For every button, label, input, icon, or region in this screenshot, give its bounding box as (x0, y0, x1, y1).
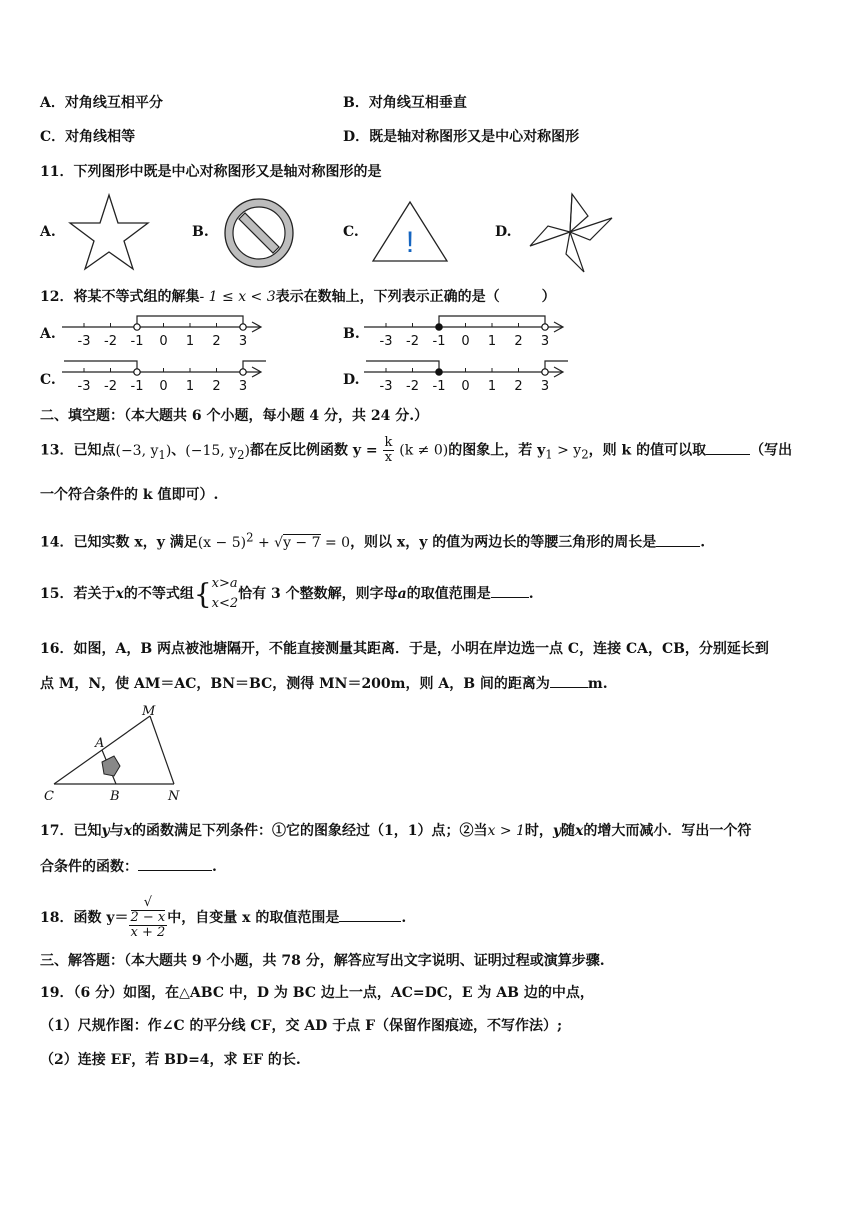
q12-label-c: C. (40, 372, 56, 388)
label-n: N (168, 789, 180, 804)
prohibition-sign-icon (222, 196, 296, 270)
warning-triangle-icon (372, 201, 448, 263)
tick-label: 3 (238, 379, 248, 394)
tick-label: -3 (379, 379, 393, 394)
q17-answer-blank[interactable] (138, 870, 212, 871)
q19-line2: （1）尺规作图：作∠C 的平分线 CF，交 AD 于点 F（保留作图痕迹，不写作法）; (40, 1018, 563, 1034)
q10-option-b: B．对角线互相垂直 (343, 95, 467, 111)
q16-line2: 点 M，N，使 AM＝AC，BN＝BC，测得 MN＝200m，则 A，B 间的距离为 m. (40, 676, 608, 692)
tick-label: -2 (104, 379, 117, 394)
label-b: B (110, 789, 120, 804)
q10-option-a: A．对角线互相平分 (40, 95, 163, 111)
q12-stem: 12．将某不等式组的解集- 1 ≤ x < 3表示在数轴上，下列表示正确的是（ ） (40, 289, 556, 305)
section-3-heading: 三、解答题：（本大题共 9 个小题，共 78 分，解答应写出文字说明、证明过程或演算步骤. (40, 953, 605, 969)
tick-label: -1 (130, 334, 144, 349)
tick-label: 3 (540, 334, 550, 349)
tick-label: 1 (185, 334, 195, 349)
q16-answer-blank[interactable] (550, 687, 588, 688)
label-m: M (142, 704, 156, 719)
star-icon (68, 193, 150, 271)
q12-label-b: B. (343, 326, 360, 342)
tick-label: 0 (461, 334, 470, 349)
label-c: C (44, 789, 54, 804)
q16-pond-diagram (40, 704, 190, 806)
tick-label: 0 (461, 379, 470, 394)
q17-line1: 17．已知y与x的函数满足下列条件：①它的图象经过（1，1）点；②当x > 1时，y随x的增大而减小．写出一个符 (40, 823, 752, 839)
q14-line: 14．已知实数 x，y 满足$(x - 5)^2 + √y - 7 = 0$，则以 x，y 的值为两边长的等腰三角形的周长是 . (40, 530, 706, 551)
q19-line1: 19．（6 分）如图，在△ABC 中，D 为 BC 边上一点，AC=DC，E 为 AB 边的中点， (40, 985, 594, 1001)
q15-line: 15．若关于x的不等式组{ x>a x<2 恰有 3 个整数解，则字母a的取值范围是 . (40, 576, 534, 611)
tick-label: -3 (379, 334, 393, 349)
tick-label: 0 (159, 379, 168, 394)
tick-label: 2 (514, 379, 523, 394)
q11-stem: 11．下列图形中既是中心对称图形又是轴对称图形的是 (40, 164, 382, 180)
number-line-b (362, 312, 572, 354)
q10-option-d: D．既是轴对称图形又是中心对称图形 (343, 129, 580, 145)
q13-line2: 一个符合条件的 k 值即可）. (40, 487, 219, 503)
q19-line3: （2）连接 EF，若 BD=4，求 EF 的长. (40, 1052, 301, 1068)
q18-answer-blank[interactable] (339, 921, 401, 922)
tick-label: 1 (487, 334, 497, 349)
tick-label: -1 (130, 379, 144, 394)
q11-label-a: A. (40, 224, 56, 240)
q12-label-a: A. (40, 326, 56, 342)
label-a: A (95, 736, 105, 751)
tick-label: 2 (212, 379, 221, 394)
warning-mark: ! (405, 226, 415, 259)
section-2-heading: 二、填空题：（本大题共 6 个小题，每小题 4 分，共 24 分.） (40, 408, 429, 424)
number-line-d (362, 357, 572, 399)
q17-line2: 合条件的函数： . (40, 859, 217, 875)
tick-label: 0 (159, 334, 168, 349)
tick-label: 2 (212, 334, 221, 349)
q13-answer-blank[interactable] (706, 454, 750, 455)
q13-line1: 13．已知点(−3, $y_1$)、(−15, $y_2$)都在反比例函数 y = $\frac{k}{x}$ (k ≠ 0)的图象上，若 $y_1 > y_2$，则 k 的值可以取 （写出 (40, 435, 793, 465)
tick-label: 3 (540, 379, 550, 394)
q11-label-d: D. (495, 224, 512, 240)
tick-label: -3 (77, 334, 91, 349)
q11-label-b: B. (192, 224, 209, 240)
q16-line1: 16．如图，A，B 两点被池塘隔开，不能直接测量其距离．于是，小明在岸边选一点 C，连接 CA，CB，分别延长到 (40, 641, 769, 657)
q12-label-d: D. (343, 372, 360, 388)
q14-answer-blank[interactable] (656, 546, 700, 547)
number-line-a (60, 312, 270, 354)
tick-label: 1 (185, 379, 195, 394)
tick-label: 1 (487, 379, 497, 394)
tick-label: 3 (238, 334, 248, 349)
tick-label: -2 (104, 334, 117, 349)
tick-label: -1 (432, 379, 446, 394)
q11-label-c: C. (343, 224, 359, 240)
tick-label: -2 (406, 334, 419, 349)
q10-option-c: C．对角线相等 (40, 129, 136, 145)
tick-label: 2 (514, 334, 523, 349)
q18-line: 18．函数 y＝ √ 2 − x x + 2 中，自变量 x 的取值范围是 . (40, 895, 407, 940)
tick-label: -1 (432, 334, 446, 349)
q15-answer-blank[interactable] (491, 597, 529, 598)
tick-label: -3 (77, 379, 91, 394)
number-line-c (60, 357, 270, 399)
pinwheel-icon (526, 190, 614, 274)
tick-label: -2 (406, 379, 419, 394)
